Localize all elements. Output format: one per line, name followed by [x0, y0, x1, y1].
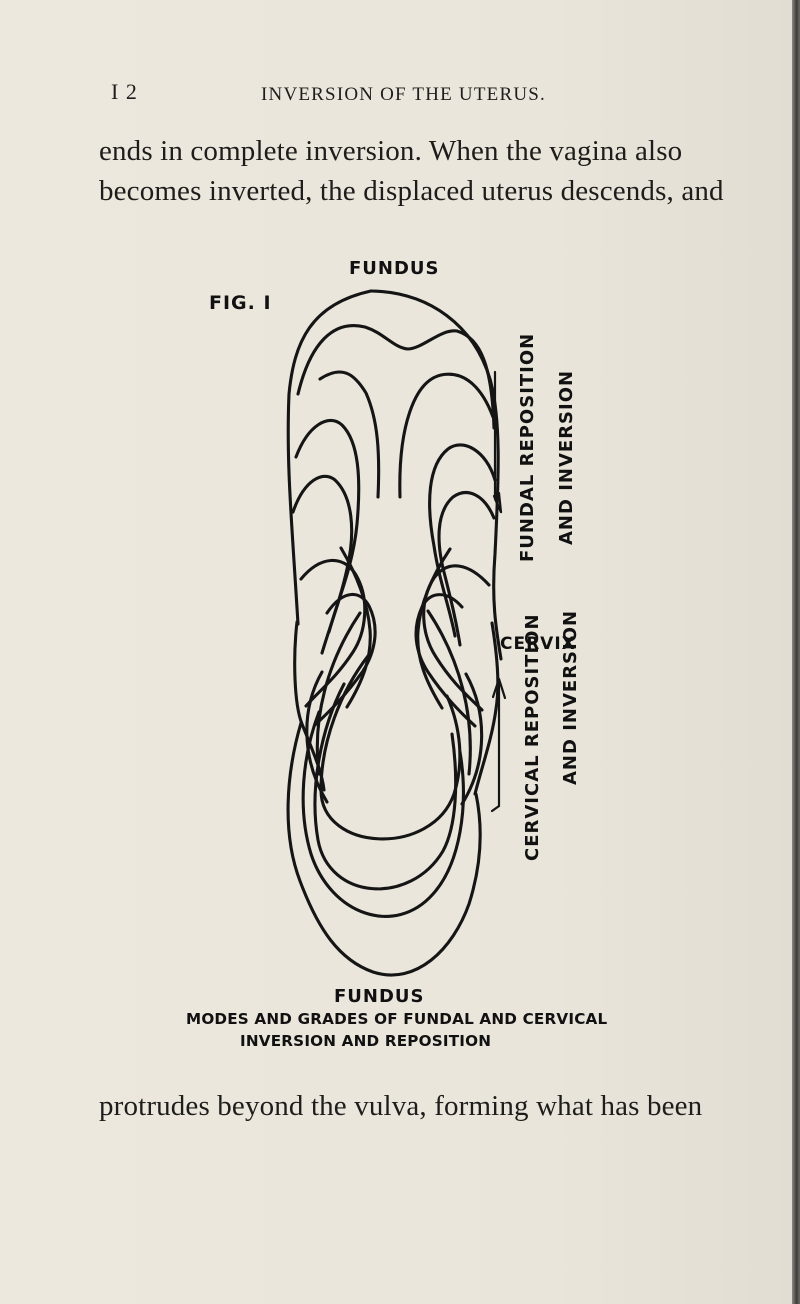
running-head: INVERSION OF THE UTERUS.	[261, 84, 546, 105]
cervical-arrow-shaft	[492, 679, 499, 811]
cervical-side-label-2: AND INVERSION	[560, 609, 581, 785]
uterus-inversion-diagram	[186, 254, 630, 1054]
middle-right-crossing-1	[424, 566, 489, 710]
figure-top-label: FUNDUS	[349, 258, 440, 279]
outer-upper-right-contour	[371, 291, 501, 659]
middle-left-crossing-1	[301, 560, 365, 706]
outer-upper-contour	[288, 291, 371, 624]
figure-number-label: FIG. I	[209, 292, 272, 314]
fundus-notch-right	[400, 374, 493, 497]
top-paragraph	[99, 131, 729, 211]
page-header	[111, 79, 581, 111]
dark-page-edge	[792, 0, 800, 1304]
figure-bottom-label: FUNDUS	[334, 986, 425, 1007]
body-text-line-1: ends in complete inversion. When the vagina also	[99, 135, 683, 167]
fundal-side-label-2: AND INVERSION	[556, 369, 577, 545]
upper-left-loop-2	[293, 476, 352, 653]
cervical-side-label-1: CERVICAL REPOSITION	[522, 613, 543, 861]
lower-inner-oval-3	[321, 656, 460, 839]
body-text-line-2: becomes inverted, the displaced uterus descends, and	[99, 175, 724, 207]
page-number: I 2	[111, 79, 138, 104]
figure-middle-label: CERVIX	[500, 634, 576, 654]
inversion-figure	[186, 254, 630, 1054]
fundal-side-label-1: FUNDAL REPOSITION	[517, 332, 538, 562]
body-text-line-3: protrudes beyond the vulva, forming what has been	[99, 1090, 703, 1122]
figure-caption-line-1: MODES AND GRADES OF FUNDAL AND CERVICAL	[186, 1010, 608, 1028]
upper-left-loop-1	[296, 420, 359, 632]
bottom-paragraph	[99, 1086, 729, 1126]
figure-caption-line-2: INVERSION AND REPOSITION	[240, 1032, 492, 1050]
